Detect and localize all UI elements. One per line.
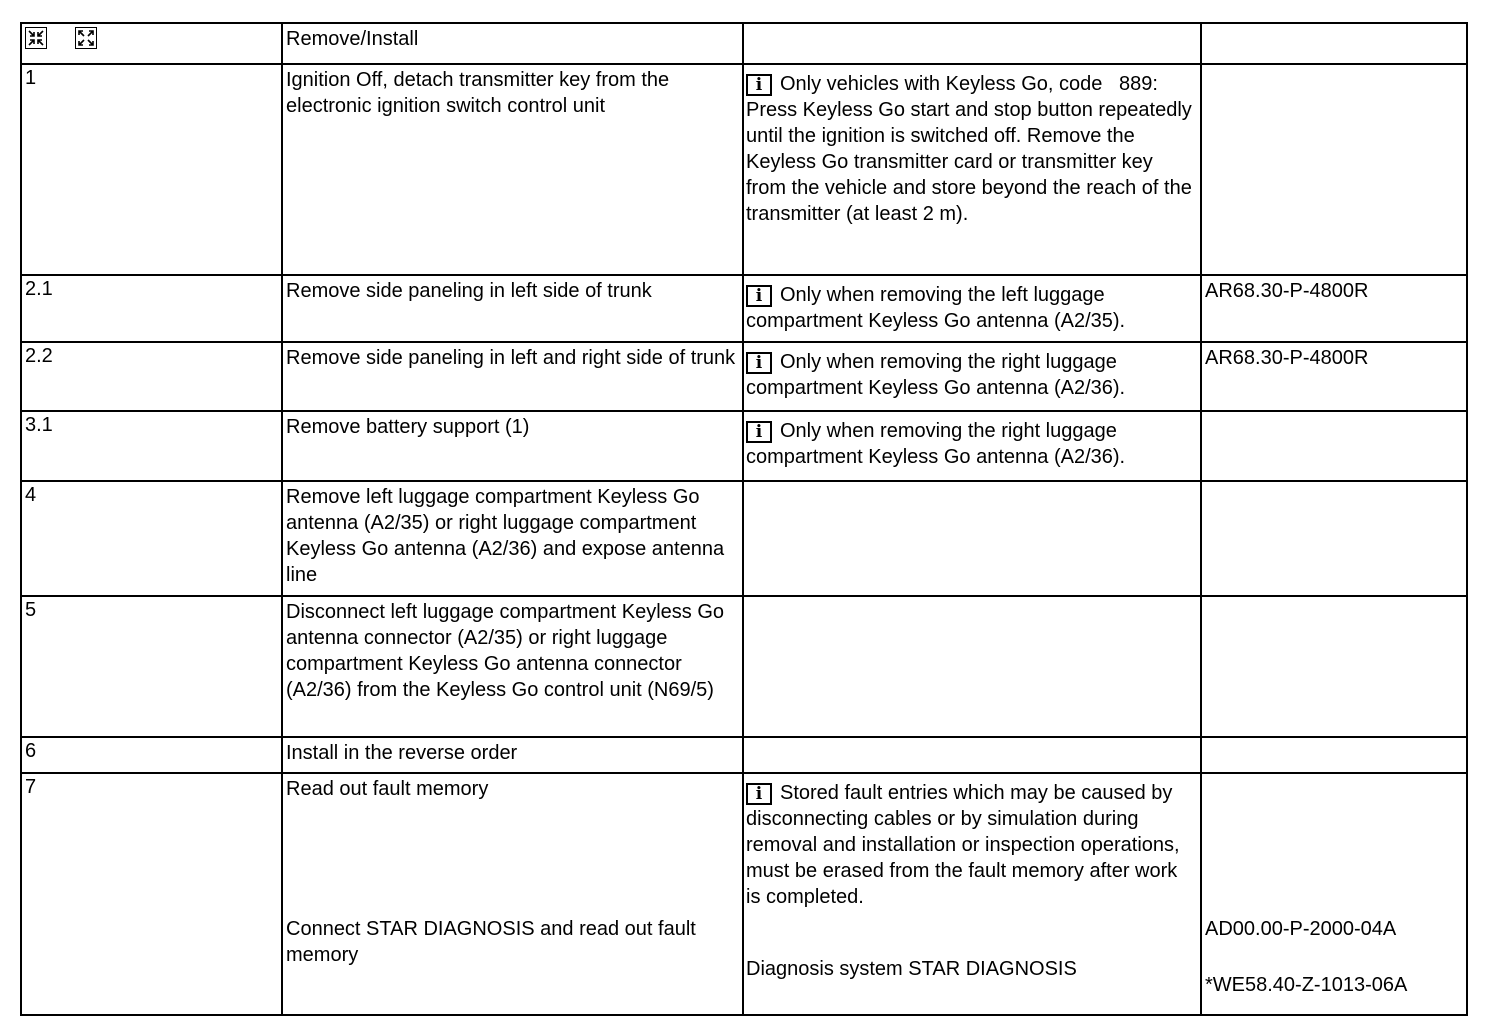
step-action: Ignition Off, detach transmitter key from the electronic ignition switch control unit — [282, 64, 743, 275]
step-reference — [1201, 481, 1467, 596]
step-number: 4 — [21, 481, 282, 596]
step-action: Remove side paneling in left and right side of trunk — [282, 342, 743, 411]
note-text: Stored fault entries which may be caused by disconnecting cables or by simulation during removal and installation or inspection operations, must be erased from the fault memory after work is completed. — [746, 782, 1180, 908]
reference-code[interactable]: AD00.00-P-2000-04A — [1205, 918, 1397, 940]
step-action-text: Connect STAR DIAGNOSIS and read out fault memory — [286, 918, 696, 966]
procedure-table — [20, 22, 1468, 1016]
note-text: Only when removing the right luggage compartment Keyless Go antenna (A2/36). — [746, 420, 1126, 468]
step-action — [282, 773, 743, 1015]
table-row — [21, 342, 1467, 411]
step-note — [743, 596, 1201, 737]
step-note — [743, 64, 1201, 275]
step-reference — [1201, 64, 1467, 275]
note-text: Only vehicles with Keyless Go, code 889: Press Keyless Go start and stop button repeatedly until the ignition is switched off. Remove the Keyless Go transmitter card or transmitter key from the vehicle and store beyond the reach of the transmitter (at least 2 m). — [746, 73, 1198, 225]
step-number: 7 — [21, 773, 282, 1015]
table-row — [21, 737, 1467, 773]
expand-icon[interactable] — [75, 27, 97, 49]
table-header-row — [21, 23, 1467, 64]
step-number: 5 — [21, 596, 282, 737]
step-reference — [1201, 737, 1467, 773]
step-number: 2.2 — [21, 342, 282, 411]
header-icon-cell — [21, 23, 282, 64]
step-reference — [1201, 596, 1467, 737]
info-icon: i — [746, 421, 772, 443]
info-icon: i — [746, 285, 772, 307]
step-number: 2.1 — [21, 275, 282, 342]
note-text: Only when removing the left luggage compartment Keyless Go antenna (A2/35). — [746, 284, 1126, 332]
table-row — [21, 773, 1467, 1015]
table-row — [21, 275, 1467, 342]
header-empty-cell — [1201, 23, 1467, 64]
step-note — [743, 737, 1201, 773]
step-action: Disconnect left luggage compartment Keyless Go antenna connector (A2/35) or right luggage compartment Keyless Go antenna connector (A2/36) from the Keyless Go control unit (N69/5) — [282, 596, 743, 737]
note-text: Diagnosis system STAR DIAGNOSIS — [746, 958, 1077, 980]
step-number: 1 — [21, 64, 282, 275]
table-row — [21, 411, 1467, 481]
info-icon: i — [746, 352, 772, 374]
header-title: Remove/Install — [282, 23, 743, 64]
step-note — [743, 411, 1201, 481]
step-reference[interactable]: AR68.30-P-4800R — [1201, 275, 1467, 342]
table-row — [21, 596, 1467, 737]
step-number: 6 — [21, 737, 282, 773]
step-action: Remove side paneling in left side of trunk — [282, 275, 743, 342]
step-note — [743, 481, 1201, 596]
step-note — [743, 773, 1201, 1015]
note-text: Only when removing the right luggage compartment Keyless Go antenna (A2/36). — [746, 351, 1126, 399]
step-action-text: Read out fault memory — [286, 778, 489, 800]
table-row — [21, 481, 1467, 596]
step-note — [743, 342, 1201, 411]
step-number: 3.1 — [21, 411, 282, 481]
step-action: Remove left luggage compartment Keyless Go antenna (A2/35) or right luggage compartment Keyless Go antenna (A2/36) and expose antenna line — [282, 481, 743, 596]
step-reference — [1201, 411, 1467, 481]
info-icon: i — [746, 74, 772, 96]
step-action: Install in the reverse order — [282, 737, 743, 773]
table-row — [21, 64, 1467, 275]
step-reference[interactable]: AR68.30-P-4800R — [1201, 342, 1467, 411]
step-reference — [1201, 773, 1467, 1015]
reference-code[interactable]: *WE58.40-Z-1013-06A — [1205, 974, 1408, 996]
step-note — [743, 275, 1201, 342]
info-icon: i — [746, 783, 772, 805]
collapse-icon[interactable] — [25, 27, 47, 49]
step-action: Remove battery support (1) — [282, 411, 743, 481]
header-empty-cell — [743, 23, 1201, 64]
